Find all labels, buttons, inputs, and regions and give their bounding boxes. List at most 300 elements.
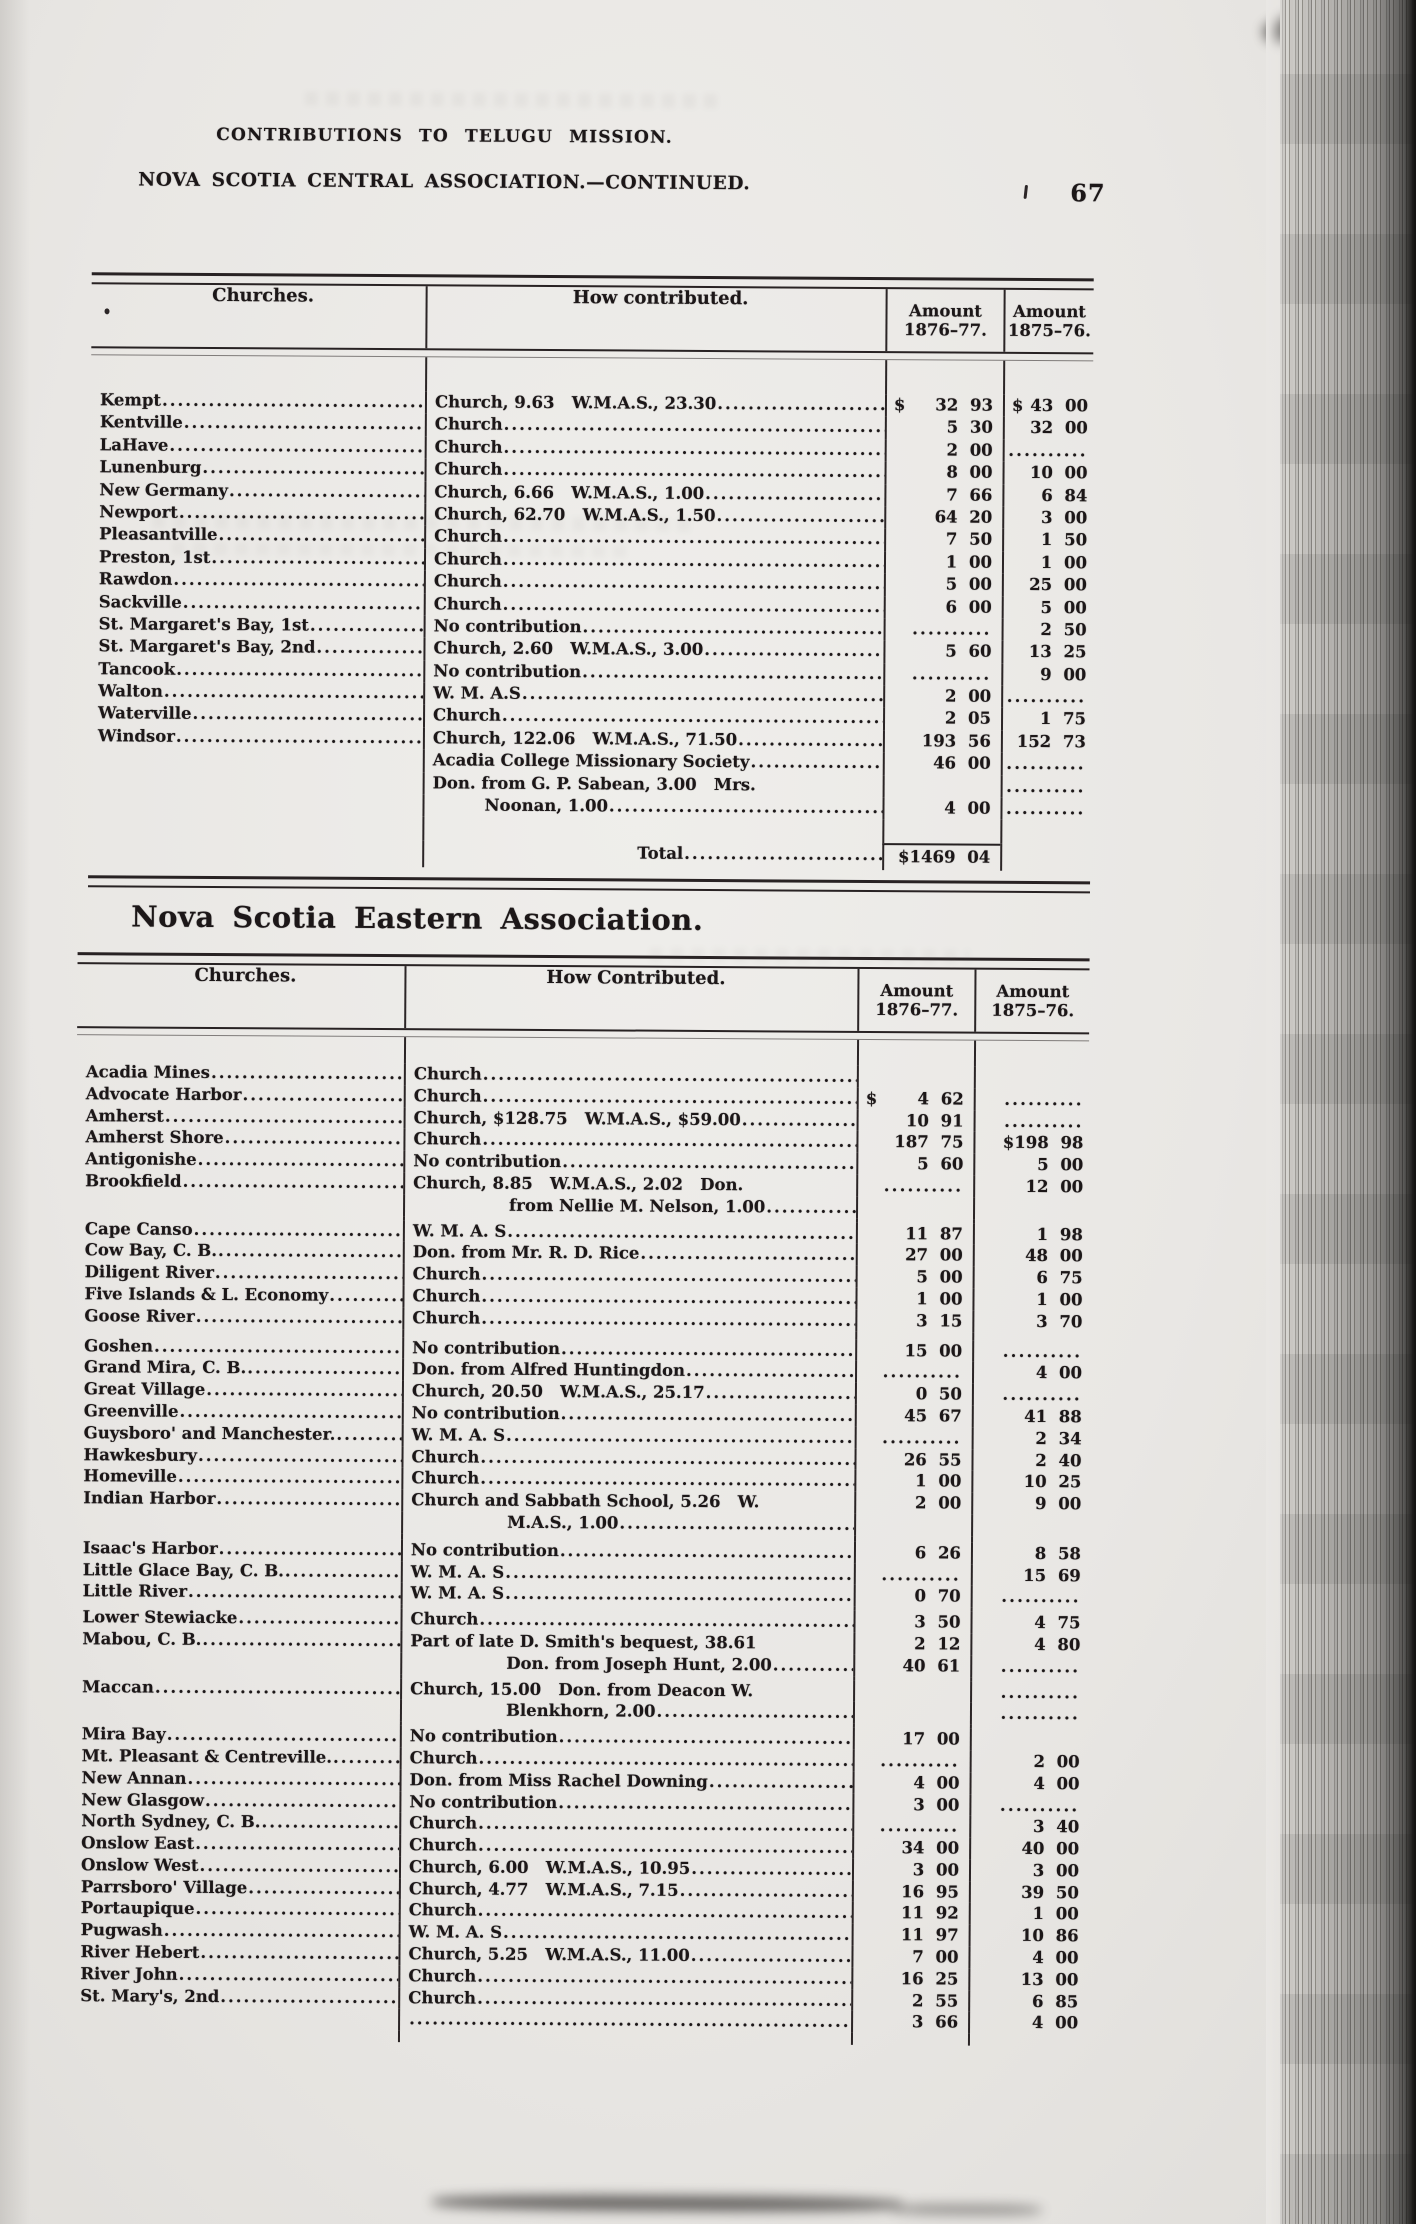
how-contributed-cell xyxy=(398,1987,851,2012)
amount-1876-77-cell: 7 50 xyxy=(884,528,1002,551)
amount-1876-77-cell: 46 00 xyxy=(883,752,1001,775)
how-contributed-cell xyxy=(424,570,884,595)
how-contributed-cell xyxy=(401,1561,854,1586)
church-cell xyxy=(74,1487,401,1511)
amount-1875-76-cell xyxy=(971,1515,1086,1537)
dot-leader xyxy=(183,591,424,615)
dot-leader xyxy=(184,412,425,436)
amount-1875-76-cell xyxy=(1000,844,1090,872)
contribution-text: Church xyxy=(410,1609,479,1629)
dot-leader xyxy=(522,683,883,708)
church-cell xyxy=(77,1083,404,1107)
how-contributed-cell xyxy=(399,1856,852,1881)
amount-1876-77-cell: 1 00 xyxy=(884,551,1002,574)
amount-1875-76-cell: .......... xyxy=(974,1088,1089,1110)
contribution-text: Church xyxy=(408,1966,477,1986)
table-header-row xyxy=(91,284,1093,352)
dot-leader xyxy=(686,1360,855,1383)
dot-leader xyxy=(247,1358,402,1381)
church-name: Rawdon xyxy=(98,569,173,589)
how-contributed-cell xyxy=(400,1608,853,1633)
page-left-shadow xyxy=(0,0,30,2224)
how-contributed-cell xyxy=(401,1539,854,1564)
contribution-text: Church xyxy=(412,1307,481,1328)
church-name: Mira Bay xyxy=(81,1724,166,1744)
how-contributed-cell xyxy=(401,1582,854,1607)
how-contributed-cell xyxy=(399,1900,852,1925)
church-name: Mabou, C. B. xyxy=(82,1629,202,1649)
dot-leader xyxy=(483,1064,857,1088)
scan-smudge xyxy=(432,2194,902,2212)
church-cell xyxy=(72,1898,399,1922)
spacer-cell xyxy=(968,2034,1083,2047)
church-name: Brookfield xyxy=(85,1171,182,1191)
contribution-text: Don. from Alfred Huntingdon xyxy=(412,1359,686,1381)
central-association-table xyxy=(88,272,1094,894)
dot-leader xyxy=(738,729,883,752)
how-contributed-cell xyxy=(424,458,884,483)
dot-leader xyxy=(478,1813,852,1837)
church-name: Amherst Shore xyxy=(85,1127,224,1148)
amount-1875-76-cell: 6 84 xyxy=(1002,484,1092,507)
church-cell xyxy=(71,1963,398,1987)
contribution-text: Church xyxy=(413,1064,482,1084)
church-cell xyxy=(75,1335,402,1359)
amount-1875-76-cell: 4 00 xyxy=(969,1772,1084,1794)
amount-1876-77-cell: 40 61 xyxy=(853,1655,970,1678)
amount-1875-76-cell: 2 40 xyxy=(971,1449,1086,1471)
dot-leader xyxy=(188,1581,401,1604)
amount-1876-77-cell: 1 00 xyxy=(854,1470,971,1493)
amount-1875-76-cell: 1 75 xyxy=(1001,708,1091,731)
amount-1875-76-cell: 152 73 xyxy=(1001,731,1091,754)
dot-leader xyxy=(336,1423,401,1445)
amount-1876-77-cell xyxy=(883,775,1001,798)
church-cell xyxy=(75,1305,402,1329)
contribution-text: No contribution xyxy=(433,616,582,637)
how-contributed-cell xyxy=(398,2009,851,2034)
amount-1875-76-cell: .......... xyxy=(970,1681,1085,1703)
dot-leader xyxy=(704,639,883,662)
dot-leader xyxy=(200,1942,398,1965)
church-name: Newport xyxy=(99,502,179,522)
dot-leader xyxy=(609,795,883,819)
church-cell xyxy=(71,2007,398,2031)
dot-leader xyxy=(173,569,424,593)
church-cell xyxy=(90,524,424,548)
church-name: New Annan xyxy=(81,1767,187,1788)
contribution-text: Church xyxy=(434,414,503,435)
amount-1875-76-cell xyxy=(970,1729,1085,1751)
contribution-text: Church xyxy=(433,705,501,726)
ink-speck xyxy=(1024,185,1029,199)
contribution-text: Church, 4.77 W.M.A.S., 7.15 xyxy=(408,1878,679,1900)
dot-leader xyxy=(503,526,884,551)
contribution-text: Total xyxy=(637,843,684,864)
dot-leader xyxy=(716,505,884,528)
dot-leader xyxy=(680,1880,852,1903)
church-cell xyxy=(89,680,423,704)
amount-1876-77-cell: 5 00 xyxy=(884,573,1002,596)
church-cell xyxy=(72,1876,399,1900)
church-name: Onslow East xyxy=(81,1833,195,1853)
amount-1876-77-cell: 11 92 xyxy=(852,1902,969,1925)
church-cell xyxy=(74,1465,401,1489)
dot-leader xyxy=(503,548,884,573)
church-name: Antigonishe xyxy=(85,1149,197,1170)
contribution-text: Church xyxy=(433,571,502,591)
dot-leader xyxy=(691,1858,852,1881)
book-page-edges xyxy=(1280,0,1416,2224)
dot-leader xyxy=(559,1726,853,1750)
church-name: Greenville xyxy=(83,1401,179,1421)
amount-1875-76-cell: 1 50 xyxy=(1002,529,1092,552)
amount-1876-77-cell: $1469 04 xyxy=(882,843,1000,871)
church-name: Portaupique xyxy=(80,1898,195,1919)
contribution-text: Church xyxy=(433,549,502,569)
amount-1875-76-cell: 1 00 xyxy=(1002,552,1092,575)
amount-1876-77-cell: 16 25 xyxy=(851,1968,968,1991)
amount-1875-76-cell: 4 80 xyxy=(970,1634,1085,1656)
how-contributed-column-header: How contributed. xyxy=(425,286,885,351)
church-name: Windsor xyxy=(97,726,176,746)
how-contributed-cell xyxy=(399,1769,852,1794)
amount-1875-76-cell: .......... xyxy=(1001,753,1091,776)
dot-leader xyxy=(507,1220,856,1244)
how-contributed-cell xyxy=(423,750,883,775)
amount-1875-76-cell: 15 69 xyxy=(971,1564,1086,1586)
amount-1875-76-cell: 13 00 xyxy=(968,1968,1083,1990)
spacer-cell xyxy=(77,1035,404,1063)
amount-1876-77-cell: 3 15 xyxy=(855,1310,972,1333)
how-contributed-cell xyxy=(424,548,884,573)
how-contributed-cell xyxy=(423,638,883,663)
contribution-text: Church, 15.00 Don. from Deacon W. xyxy=(410,1678,754,1700)
how-contributed-cell xyxy=(400,1652,853,1677)
dot-leader xyxy=(179,1401,401,1424)
amount-1876-77-cell: .......... xyxy=(884,618,1002,641)
amount-1875-76-cell: .......... xyxy=(1001,775,1091,798)
how-contributed-cell xyxy=(422,794,882,819)
contribution-text: Church xyxy=(413,1129,482,1150)
dot-leader xyxy=(154,1335,402,1358)
scan-smudge xyxy=(892,2204,1042,2215)
amount-1876-77-cell: .......... xyxy=(883,663,1001,686)
dot-leader xyxy=(188,1768,400,1791)
dot-leader xyxy=(238,1607,400,1630)
amount-1875-76-cell: 8 58 xyxy=(971,1542,1086,1564)
dot-leader xyxy=(502,705,883,730)
amount-1876-77-cell: 6 00 xyxy=(884,596,1002,619)
showthrough-ghost-text xyxy=(305,92,725,109)
dot-leader xyxy=(194,1218,403,1241)
amount-1876-77-cell: 4 00 xyxy=(852,1772,969,1795)
amount-1876-77-cell: 2 05 xyxy=(883,708,1001,731)
dot-leader xyxy=(480,1446,854,1470)
amount-1875-76-cell: 9 00 xyxy=(1001,663,1091,686)
dot-leader xyxy=(195,1833,399,1856)
how-contributed-cell xyxy=(402,1285,855,1310)
amount-1876-77-cell: 2 00 xyxy=(854,1492,971,1515)
church-cell xyxy=(74,1444,401,1468)
church-cell xyxy=(73,1650,400,1674)
church-name: Advocate Harbor xyxy=(85,1083,242,1104)
how-contributed-cell xyxy=(403,1194,856,1219)
dot-leader xyxy=(766,1196,856,1218)
dot-leader xyxy=(480,1468,854,1492)
contribution-text: from Nellie M. Nelson, 1.00 xyxy=(509,1195,766,1217)
church-cell xyxy=(89,658,423,682)
amount-1876-77-cell: 16 95 xyxy=(852,1881,969,1904)
spacer-cell xyxy=(425,357,885,394)
amount-1876-77-cell: 3 50 xyxy=(853,1611,970,1634)
amount-1875-76-cell: 4 00 xyxy=(968,1947,1083,1969)
contribution-text: Church, 5.25 W.M.A.S., 11.00 xyxy=(408,1944,690,1965)
church-cell xyxy=(73,1628,400,1652)
dot-leader xyxy=(560,1540,854,1564)
church-name: Indian Harbor xyxy=(83,1488,216,1509)
amount-1875-76-cell: 5 00 xyxy=(973,1154,1088,1176)
how-contributed-cell xyxy=(403,1242,856,1267)
dot-leader xyxy=(409,2009,851,2033)
amount-1875-76-cell: 3 70 xyxy=(972,1310,1087,1332)
how-contributed-cell xyxy=(402,1402,855,1427)
church-name: Grand Mira, C. B. xyxy=(84,1357,247,1378)
dollar-sign: $ xyxy=(893,395,906,415)
amount-1876-77-cell: 193 56 xyxy=(883,730,1001,753)
amount-1875-76-cell: .......... xyxy=(969,1794,1084,1816)
dot-leader xyxy=(640,1243,855,1266)
church-cell xyxy=(76,1261,403,1285)
dot-leader xyxy=(164,1920,399,1943)
church-name: Cape Canso xyxy=(84,1218,193,1239)
amount-1876-77-cell: 2 12 xyxy=(853,1633,970,1656)
church-name: Preston, 1st xyxy=(98,547,211,567)
how-contributed-cell xyxy=(399,1834,852,1859)
amount-1876-77-cell: 5 60 xyxy=(883,640,1001,663)
dot-leader xyxy=(169,434,424,458)
church-name: LaHave xyxy=(99,435,169,455)
contribution-text: W. M. A. S xyxy=(411,1424,506,1445)
dot-leader xyxy=(481,1264,855,1288)
church-name: Homeville xyxy=(83,1466,177,1487)
church-cell xyxy=(74,1580,401,1604)
church-cell xyxy=(76,1218,403,1242)
amount-1876-77-cell: 0 70 xyxy=(854,1585,971,1608)
amount-1875-76-cell xyxy=(973,1197,1088,1219)
spacer-cell xyxy=(91,355,425,391)
dot-leader xyxy=(717,393,885,416)
amount-1876-77-column-header: Amount 1876–77. xyxy=(857,969,974,1032)
church-name: Kempt xyxy=(99,390,162,410)
page-title: CONTRIBUTIONS TO TELUGU MISSION. xyxy=(216,124,673,148)
spacer-cell xyxy=(1003,361,1093,396)
amount-1875-76-cell: 13 25 xyxy=(1001,641,1091,664)
dot-leader xyxy=(329,1285,402,1307)
contribution-text: No contribution xyxy=(409,1726,558,1747)
how-contributed-cell xyxy=(398,1943,851,1968)
contribution-text: Don. from Miss Rachel Downing xyxy=(409,1769,708,1791)
dot-leader xyxy=(192,703,423,727)
dot-leader xyxy=(742,1109,857,1131)
dot-leader xyxy=(691,1945,852,1968)
amount-1875-76-cell: $ 43 00 xyxy=(1003,395,1093,418)
amount-1876-77-cell xyxy=(856,1197,973,1220)
church-cell xyxy=(90,613,424,637)
church-cell xyxy=(75,1422,402,1446)
how-contributed-cell xyxy=(404,1107,857,1132)
church-cell xyxy=(91,412,425,436)
how-contributed-cell xyxy=(404,1085,857,1110)
amount-1876-77-cell: 6 26 xyxy=(854,1542,971,1565)
church-name: Goose River xyxy=(84,1305,195,1326)
dot-leader xyxy=(706,1382,855,1405)
amount-1875-76-cell: 4 75 xyxy=(970,1612,1085,1634)
table-bottom-rule xyxy=(88,876,1090,894)
amount-1876-77-cell: 2 00 xyxy=(885,439,1003,462)
amount-1875-76-cell: .......... xyxy=(1000,798,1090,821)
dot-leader xyxy=(225,1127,404,1150)
dot-leader xyxy=(503,593,884,618)
church-name: Goshen xyxy=(84,1335,154,1356)
contribution-text: Church xyxy=(408,1900,477,1921)
spacer-cell xyxy=(398,2030,851,2045)
church-cell xyxy=(76,1127,403,1151)
church-cell xyxy=(71,1985,398,2009)
dot-leader xyxy=(310,614,424,637)
amount-1875-76-cell: 4 00 xyxy=(972,1362,1087,1384)
church-cell xyxy=(77,1105,404,1129)
dot-leader xyxy=(196,1306,403,1329)
church-name: Walton xyxy=(98,681,163,701)
amount-1876-77-cell xyxy=(854,1514,971,1537)
dot-leader xyxy=(199,1855,399,1878)
church-cell xyxy=(89,747,423,771)
how-contributed-cell xyxy=(425,391,885,416)
dot-leader xyxy=(218,1240,403,1263)
how-contributed-cell xyxy=(422,841,882,871)
dot-leader xyxy=(481,1307,855,1331)
dollar-sign: $ xyxy=(1011,395,1024,415)
church-cell xyxy=(90,456,424,480)
church-cell xyxy=(76,1240,403,1264)
amount-1876-77-column-header: Amount 1876–77. xyxy=(885,289,1003,352)
church-cell xyxy=(76,1170,403,1194)
church-cell xyxy=(72,1832,399,1856)
church-name: River John xyxy=(80,1964,178,1984)
amount-1875-76-cell: 41 88 xyxy=(972,1406,1087,1428)
dot-leader xyxy=(503,1922,852,1946)
contribution-text: W. M. A. S xyxy=(408,1922,503,1943)
church-name: New Glasgow xyxy=(81,1789,205,1810)
contribution-text: W. M. A. S xyxy=(412,1220,507,1241)
how-contributed-cell xyxy=(403,1220,856,1245)
amount-1876-77-cell: 11 97 xyxy=(852,1924,969,1947)
contribution-text: Don. from G. P. Sabean, 3.00 Mrs. xyxy=(432,772,756,794)
amount-1875-76-cell: 4 00 xyxy=(968,2012,1083,2034)
how-contributed-cell xyxy=(403,1150,856,1175)
spacer-cell xyxy=(882,819,1000,844)
amount-1875-76-cell: 6 75 xyxy=(973,1267,1088,1289)
amount-1876-77-cell: 2 55 xyxy=(851,1990,968,2013)
table-body xyxy=(71,1035,1089,2046)
church-cell xyxy=(89,725,423,749)
amount-1875-76-cell: 3 00 xyxy=(969,1860,1084,1882)
contribution-text: Blenkhorn, 2.00 xyxy=(505,1701,656,1722)
how-contributed-cell xyxy=(423,682,883,707)
church-cell xyxy=(90,501,424,525)
contribution-text: Church, 122.06 W.M.A.S., 71.50 xyxy=(432,728,738,750)
dot-leader xyxy=(477,1987,851,2011)
church-cell xyxy=(72,1789,399,1813)
contribution-text: Church, 62.70 W.M.A.S., 1.50 xyxy=(434,504,716,525)
church-name: Onslow West xyxy=(80,1855,199,1875)
dot-leader xyxy=(561,1403,855,1427)
amount-1875-76-cell: .......... xyxy=(972,1340,1087,1362)
table-row xyxy=(88,839,1090,872)
how-contributed-cell xyxy=(423,727,883,752)
amount-1876-77-cell: 7 66 xyxy=(884,484,1002,507)
amount-1875-76-cell: 3 40 xyxy=(969,1816,1084,1838)
how-contributed-cell xyxy=(404,1063,857,1088)
dot-leader xyxy=(218,524,424,548)
amount-1875-76-cell: .......... xyxy=(971,1586,1086,1608)
dot-leader xyxy=(198,1444,402,1467)
amount-1875-76-cell: .......... xyxy=(1003,440,1093,463)
dot-leader xyxy=(656,1701,853,1724)
amount-1875-76-cell: 2 50 xyxy=(1002,619,1092,642)
church-cell xyxy=(74,1509,401,1533)
churches-column-header: Churches. xyxy=(212,284,315,307)
amount-1875-76-cell: 12 00 xyxy=(973,1176,1088,1198)
church-name: St. Mary's, 2nd xyxy=(80,1985,220,2006)
how-contributed-column-header: How Contributed. xyxy=(404,966,857,1031)
church-name: Cow Bay, C. B. xyxy=(84,1240,218,1261)
church-cell xyxy=(88,792,422,816)
dot-leader xyxy=(205,1789,400,1812)
church-cell xyxy=(73,1723,400,1747)
church-cell xyxy=(91,389,425,413)
dot-leader xyxy=(478,1835,852,1859)
church-cell xyxy=(73,1676,400,1700)
amount-1876-77-cell: 17 00 xyxy=(853,1728,970,1751)
church-name: North Sydney, C. B. xyxy=(81,1811,261,1832)
church-cell xyxy=(72,1854,399,1878)
dot-leader xyxy=(316,637,423,660)
dot-leader xyxy=(558,1792,852,1816)
dot-leader xyxy=(176,658,423,682)
dot-leader xyxy=(242,1084,403,1107)
dot-leader xyxy=(206,1379,402,1402)
how-contributed-cell xyxy=(424,615,884,640)
amount-1876-77-cell: 5 00 xyxy=(856,1266,973,1289)
contribution-text: No contribution xyxy=(409,1791,558,1812)
church-name: Great Village xyxy=(83,1379,206,1400)
contribution-text: No contribution xyxy=(410,1539,559,1560)
dot-leader xyxy=(202,1629,400,1652)
amount-1875-76-column-header: Amount 1875–76. xyxy=(974,970,1089,1033)
contribution-text: Church xyxy=(409,1813,478,1833)
church-name: Pleasantville xyxy=(99,524,218,545)
contribution-text: Don. from Mr. R. D. Rice xyxy=(412,1242,640,1263)
dot-leader xyxy=(505,1561,854,1585)
how-contributed-cell xyxy=(424,503,884,528)
amount-1876-77-cell xyxy=(857,1066,974,1089)
dot-leader xyxy=(229,480,425,504)
church-cell xyxy=(90,479,424,503)
contribution-text: Church, 6.00 W.M.A.S., 10.95 xyxy=(408,1857,691,1878)
contribution-text: W. M. A. S xyxy=(410,1561,505,1582)
